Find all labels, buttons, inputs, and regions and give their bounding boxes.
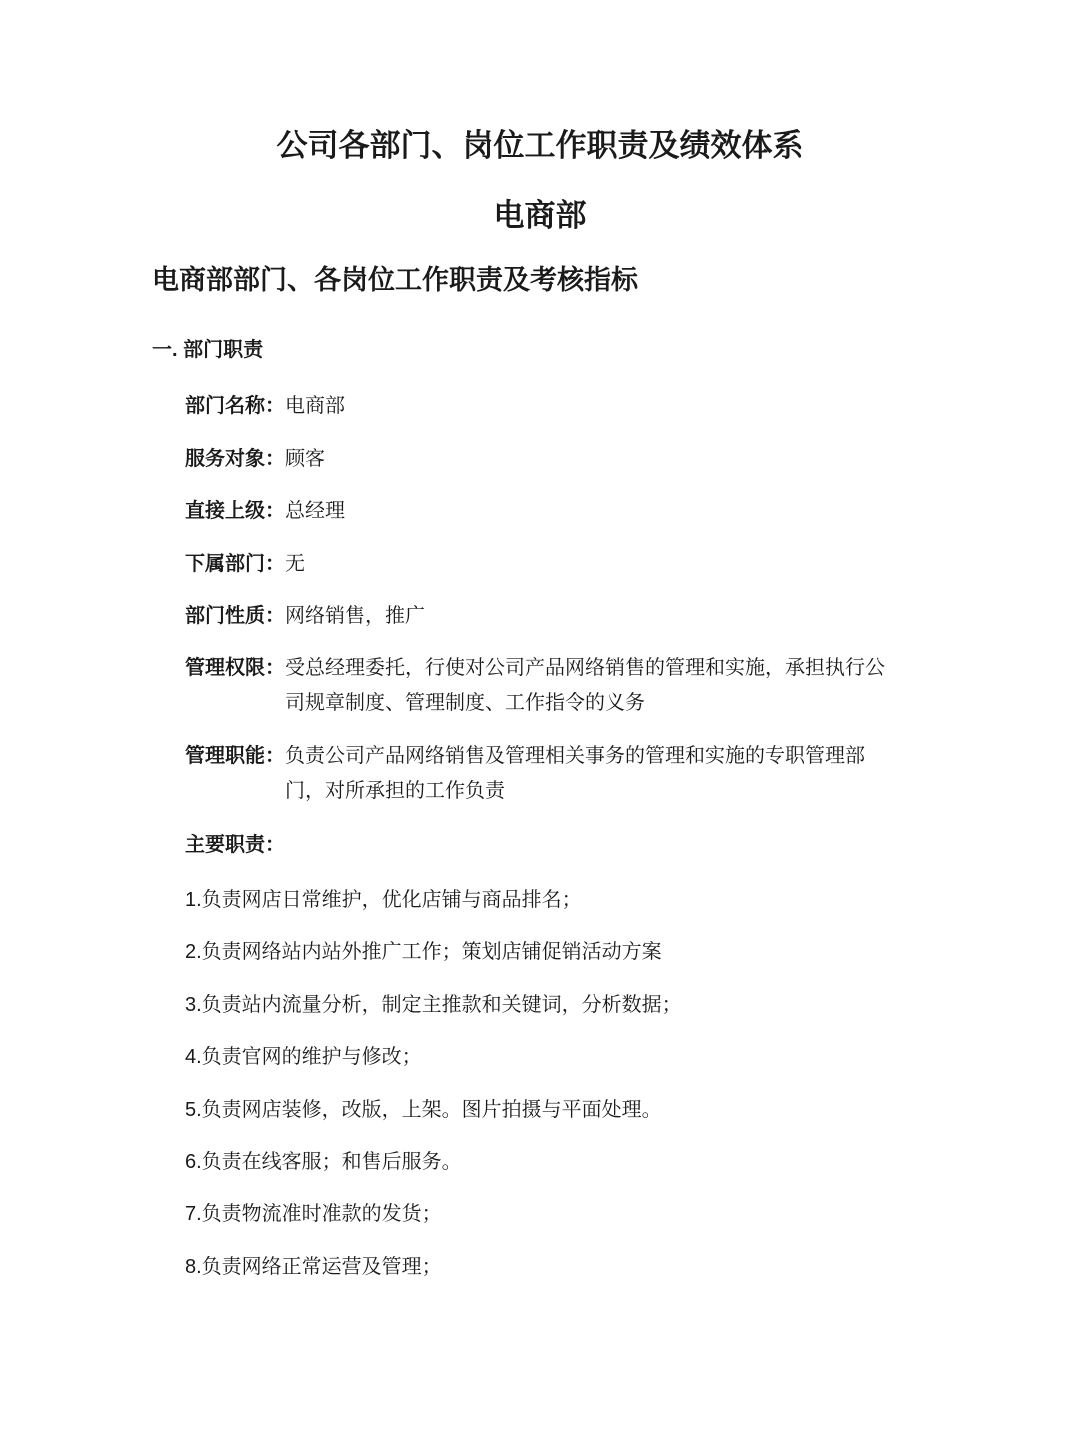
field-authority (185, 651, 885, 721)
field-nature (185, 599, 885, 634)
field-label: 管理权限： (185, 657, 285, 679)
field-label: 下属部门： (185, 553, 285, 575)
document-title: 公司各部门、岗位工作职责及绩效体系 (276, 128, 804, 163)
field-value: 电商部 (285, 395, 345, 417)
duty-item: 2.负责网络站内站外推广工作；策划店铺促销活动方案 (185, 941, 662, 963)
duty-item: 7.负责物流准时准款的发货； (185, 1203, 442, 1225)
section-heading: 电商部部门、各岗位工作职责及考核指标 (152, 265, 638, 295)
duty-item: 3.负责站内流量分析，制定主推款和关键词，分析数据； (185, 994, 682, 1016)
field-value: 无 (285, 553, 305, 575)
field-dept-name (185, 389, 885, 424)
duty-item: 1.负责网店日常维护，优化店铺与商品排名； (185, 889, 582, 911)
field-subordinate (185, 547, 885, 582)
field-label: 直接上级： (185, 500, 285, 522)
field-value: 受总经理委托，行使对公司产品网络销售的管理和实施，承担执行公司规章制度、管理制度、工作指令的义务 (285, 657, 885, 714)
field-service-target (185, 442, 885, 477)
duty-item: 6.负责在线客服；和售后服务。 (185, 1151, 462, 1173)
duties-heading: 主要职责： (185, 834, 285, 856)
field-value: 负责公司产品网络销售及管理相关事务的管理和实施的专职管理部门，对所承担的工作负责 (285, 745, 865, 802)
field-label: 服务对象： (185, 448, 285, 470)
duty-item: 5.负责网店装修，改版，上架。图片拍摄与平面处理。 (185, 1099, 662, 1121)
department-title: 电商部 (493, 198, 587, 233)
duty-item: 8.负责网络正常运营及管理； (185, 1256, 442, 1278)
section-1-heading: 一. 部门职责 (152, 339, 264, 361)
field-value: 总经理 (285, 500, 345, 522)
field-label: 部门性质： (185, 605, 285, 627)
duty-item: 4.负责官网的维护与修改； (185, 1046, 422, 1068)
field-value: 网络销售，推广 (285, 605, 425, 627)
field-value: 顾客 (285, 448, 325, 470)
field-superior (185, 494, 885, 529)
field-label: 管理职能： (185, 745, 285, 767)
field-function (185, 739, 885, 809)
field-label: 部门名称： (185, 395, 285, 417)
